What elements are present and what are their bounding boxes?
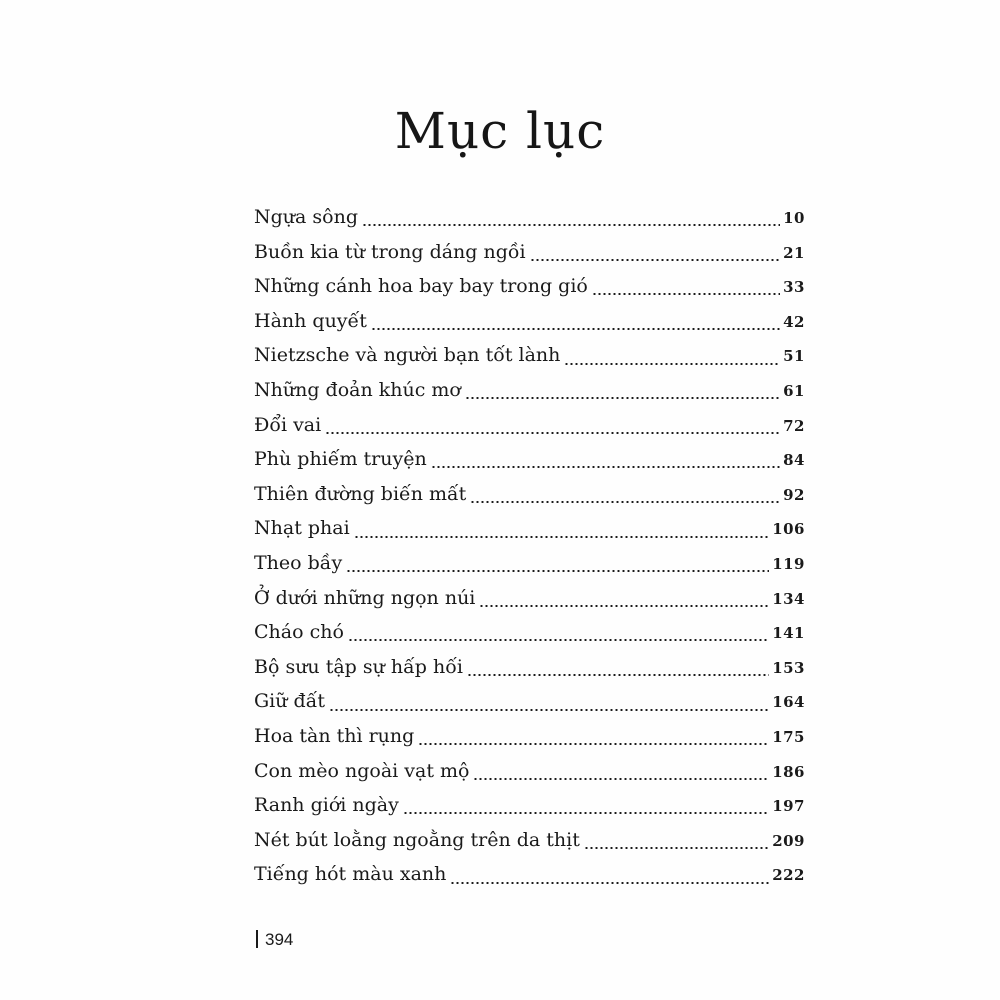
- toc-dot-leader: [564, 363, 780, 365]
- toc-entry-page-number: 92: [783, 485, 805, 504]
- toc-entry-title: Cháo chó: [254, 621, 344, 644]
- toc-entry-title: Con mèo ngoài vạt mộ: [254, 759, 470, 782]
- toc-entry-page-number: 141: [772, 624, 805, 643]
- toc-entry: [254, 719, 805, 754]
- toc-entry-title: Theo bầy: [254, 551, 343, 574]
- toc-entry: [254, 235, 805, 270]
- toc-dot-leader: [470, 501, 780, 503]
- toc-entry-title: Giữ đất: [254, 690, 325, 713]
- toc-entry-title: Buồn kia từ trong dáng ngồi: [254, 240, 526, 263]
- toc-entry-page-number: 106: [772, 520, 805, 539]
- toc-entry-page-number: 61: [783, 381, 805, 400]
- toc-entry: [254, 788, 805, 823]
- toc-entry: [254, 581, 805, 616]
- toc-dot-leader: [348, 639, 769, 641]
- toc-entry-page-number: 186: [772, 762, 805, 781]
- toc-entry-page-number: 21: [783, 243, 805, 262]
- toc-entry-page-number: 84: [783, 451, 805, 470]
- toc-dot-leader: [371, 328, 780, 330]
- toc-entry-title: Đổi vai: [254, 413, 322, 436]
- toc-entry-title: Tiếng hót màu xanh: [254, 863, 447, 886]
- toc-dot-leader: [329, 709, 769, 711]
- toc-entry-title: Ở dưới những ngọn núi: [254, 586, 476, 609]
- toc-entry-title: Bộ sưu tập sự hấp hối: [254, 655, 463, 678]
- toc-entry-page-number: 175: [772, 727, 805, 746]
- toc-entry: [254, 857, 805, 892]
- toc-entry-title: Nét bút loằng ngoằng trên da thịt: [254, 828, 580, 851]
- toc-entry-page-number: 197: [772, 797, 805, 816]
- toc-dot-leader: [431, 466, 780, 468]
- toc-entry: [254, 200, 805, 235]
- toc-entry: [254, 269, 805, 304]
- toc-dot-leader: [362, 224, 780, 226]
- toc-entry: [254, 823, 805, 858]
- toc-entry: [254, 373, 805, 408]
- toc-entry-page-number: 51: [783, 347, 805, 366]
- toc-entry-page-number: 134: [772, 589, 805, 608]
- toc-entry-title: Nietzsche và người bạn tốt lành: [254, 344, 561, 367]
- toc-dot-leader: [584, 847, 769, 849]
- toc-entry-title: Phù phiếm truyện: [254, 448, 427, 471]
- toc-dot-leader: [325, 432, 780, 434]
- toc-entry-title: Ranh giới ngày: [254, 794, 399, 817]
- table-of-contents: [254, 200, 805, 892]
- toc-entry: [254, 546, 805, 581]
- toc-entry: [254, 754, 805, 789]
- toc-dot-leader: [450, 882, 769, 884]
- folio-separator: [256, 930, 258, 948]
- toc-entry-title: Nhạt phai: [254, 517, 350, 540]
- page-footer: [256, 930, 293, 950]
- folio-page-number: 394: [265, 930, 294, 949]
- toc-entry-page-number: 222: [772, 866, 805, 885]
- toc-entry-page-number: 164: [772, 693, 805, 712]
- toc-dot-leader: [479, 605, 769, 607]
- toc-entry-title: Thiên đường biến mất: [254, 482, 467, 505]
- toc-dot-leader: [592, 293, 780, 295]
- toc-dot-leader: [530, 259, 781, 261]
- toc-entry-page-number: 42: [783, 312, 805, 331]
- toc-entry: [254, 304, 805, 339]
- toc-dot-leader: [465, 397, 780, 399]
- toc-dot-leader: [467, 674, 769, 676]
- toc-entry-page-number: 72: [783, 416, 805, 435]
- toc-entry-title: Hành quyết: [254, 309, 367, 332]
- page-title: Mục lục: [394, 101, 606, 160]
- toc-entry: [254, 442, 805, 477]
- toc-entry: [254, 650, 805, 685]
- toc-entry: [254, 615, 805, 650]
- toc-entry: [254, 511, 805, 546]
- toc-dot-leader: [473, 778, 769, 780]
- toc-dot-leader: [346, 570, 769, 572]
- toc-entry-page-number: 209: [772, 831, 805, 850]
- toc-entry-title: Những đoản khúc mơ: [254, 378, 461, 401]
- toc-entry-page-number: 33: [783, 278, 805, 297]
- toc-dot-leader: [354, 536, 770, 538]
- toc-entry-title: Hoa tàn thì rụng: [254, 724, 415, 747]
- toc-entry: [254, 477, 805, 512]
- toc-dot-leader: [418, 743, 769, 745]
- toc-entry-title: Những cánh hoa bay bay trong gió: [254, 275, 588, 298]
- toc-entry-page-number: 153: [772, 658, 805, 677]
- toc-entry-title: Ngựa sông: [254, 206, 358, 228]
- toc-entry: [254, 338, 805, 373]
- toc-entry: [254, 408, 805, 443]
- toc-entry-page-number: 10: [783, 209, 805, 227]
- toc-entry-page-number: 119: [772, 554, 805, 573]
- toc-dot-leader: [403, 812, 769, 814]
- toc-entry: [254, 684, 805, 719]
